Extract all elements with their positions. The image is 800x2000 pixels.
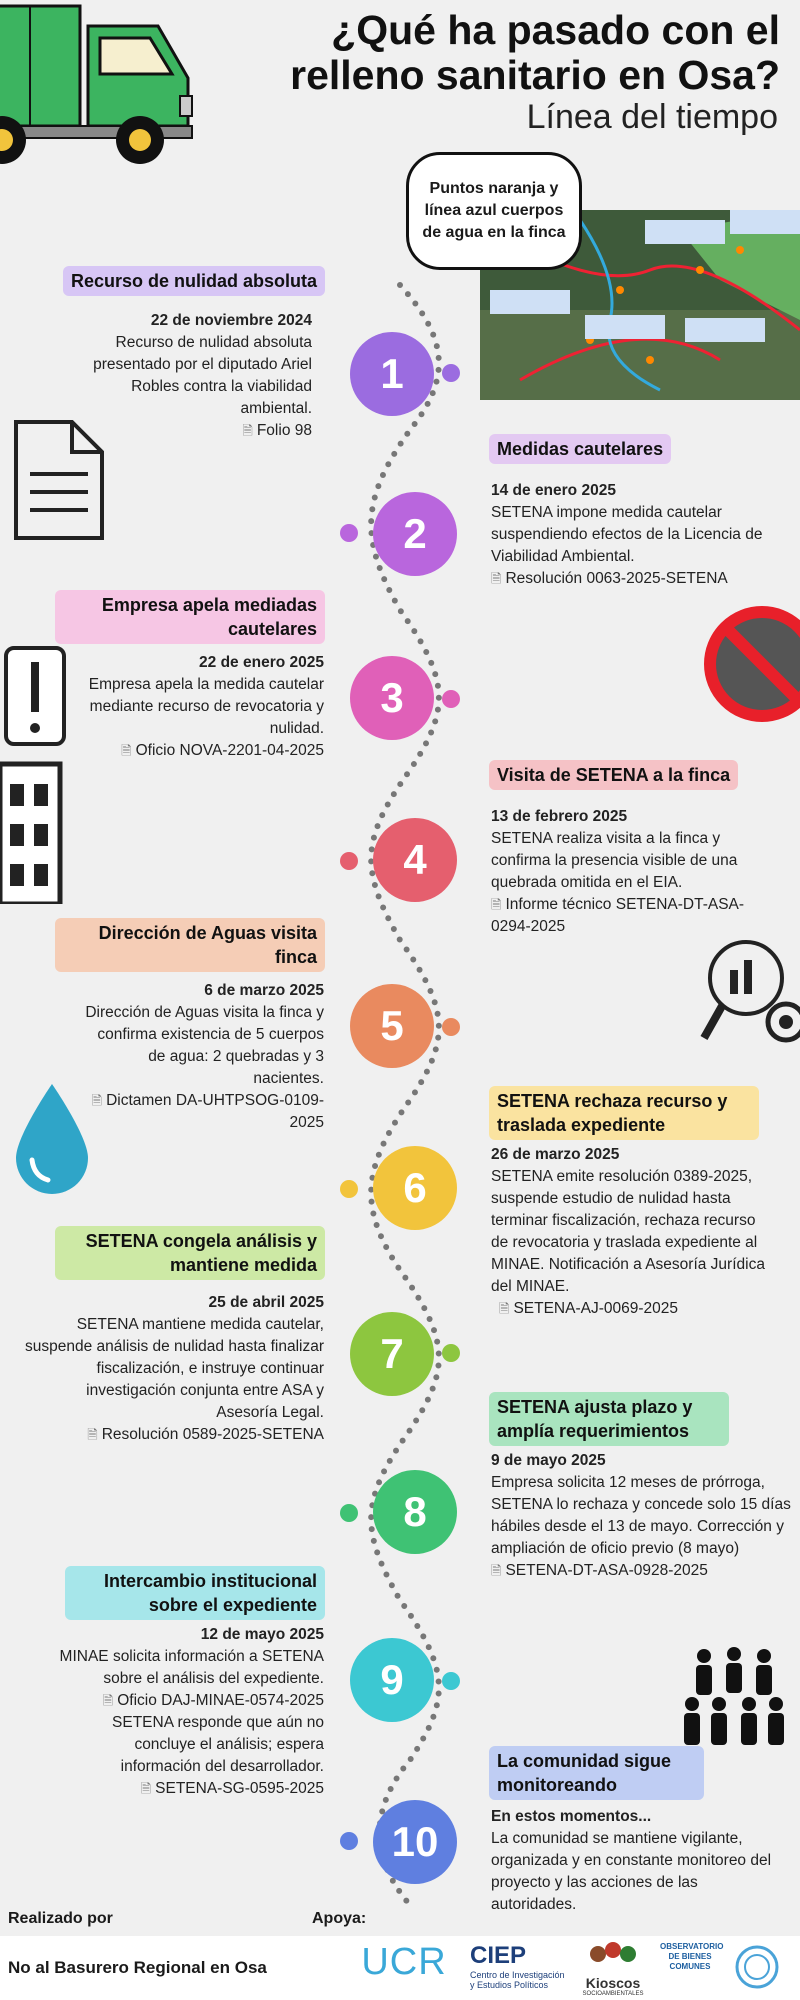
page-subtitle: Línea del tiempo xyxy=(526,98,778,136)
event-9-body xyxy=(54,1624,324,1800)
event-10-text: La comunidad se mantiene vigilante, organizada y en constante monitoreo del proyecto y las acciones de las autoridades. xyxy=(491,1830,772,1913)
event-2-body xyxy=(491,480,786,590)
event-5-date: 6 de marzo 2025 xyxy=(204,982,324,999)
event-8-dot xyxy=(340,1504,358,1522)
event-9-doc: 🗎 Oficio DAJ-MINAE-0574-2025 xyxy=(54,1690,324,1712)
event-5-title: Dirección de Aguas visita finca xyxy=(55,918,325,972)
event-7-dot xyxy=(442,1344,460,1362)
event-1-dot xyxy=(442,364,460,382)
event-5-dot xyxy=(442,1018,460,1036)
event-4-body xyxy=(491,806,761,938)
event-1-doc: 🗎 Folio 98 xyxy=(62,420,312,442)
event-6-date: 26 de marzo 2025 xyxy=(491,1146,620,1163)
event-5-body xyxy=(79,980,324,1134)
event-10-body xyxy=(491,1806,776,1916)
event-10-dot xyxy=(340,1832,358,1850)
event-9-doc-2: 🗎 SETENA-SG-0595-2025 xyxy=(54,1778,324,1800)
ciep-logo-text: CIEP xyxy=(470,1942,527,1969)
event-8-number: 8 xyxy=(373,1470,457,1554)
event-7-body xyxy=(24,1292,324,1446)
event-8-doc: 🗎 SETENA-DT-ASA-0928-2025 xyxy=(491,1560,796,1582)
ciep-logo-caption: Centro de Investigación y Estudios Políticos xyxy=(470,1970,565,1990)
event-2-title: Medidas cautelares xyxy=(489,434,671,464)
event-4-dot xyxy=(340,852,358,870)
event-3-doc: 🗎 Oficio NOVA-2201-04-2025 xyxy=(54,740,324,762)
support-label: Apoya: xyxy=(312,1910,367,1927)
ciep-logo xyxy=(470,1942,570,1990)
event-9-text: MINAE solicita información a SETENA sobre el análisis del expediente. xyxy=(59,1648,324,1687)
event-4-text: SETENA realiza visita a la finca y confirma la presencia visible de una quebrada omitida en el EIA. xyxy=(491,830,738,891)
event-3-number: 3 xyxy=(350,656,434,740)
event-2-number: 2 xyxy=(373,492,457,576)
event-3-body xyxy=(54,652,324,762)
map-callout-bubble: Puntos naranja y línea azul cuerpos de agua en la finca xyxy=(406,152,582,270)
event-7-text: SETENA mantiene medida cautelar, suspende análisis de nulidad hasta finalizar fiscalización, e instruye continuar investigación conjunta entre ASA y Asesoría Legal. xyxy=(24,1316,324,1421)
event-10-number: 10 xyxy=(373,1800,457,1884)
event-3-date: 22 de enero 2025 xyxy=(199,654,324,671)
event-9-text-2: SETENA responde que aún no concluye el análisis; espera información del desarrollador. xyxy=(112,1714,324,1775)
made-by-label: Realizado por xyxy=(8,1910,113,1927)
observatorio-logo: OBSERVATORIO DE BIENES COMUNES xyxy=(660,1942,724,1971)
event-10-date: En estos momentos... xyxy=(491,1808,652,1825)
event-2-text: SETENA impone medida cautelar suspendiendo efectos de la Licencia de Viabilidad Ambiental. xyxy=(491,504,763,565)
event-4-title: Visita de SETENA a la finca xyxy=(489,760,738,790)
event-6-title: SETENA rechaza recurso y traslada expediente xyxy=(489,1086,759,1140)
event-5-doc: 🗎 Dictamen DA-UHTPSOG-0109-2025 xyxy=(79,1090,324,1134)
event-6-body xyxy=(491,1144,771,1320)
event-9-dot xyxy=(442,1672,460,1690)
event-6-doc: 🗎 SETENA-AJ-0069-2025 xyxy=(491,1298,771,1320)
event-5-text: Dirección de Aguas visita la finca y confirma existencia de 5 cuerpos de agua: 2 quebradas y 3 nacientes. xyxy=(85,1004,324,1087)
kioscos-logo-caption: SOCIOAMBIENTALES xyxy=(582,1991,644,1997)
event-10-title: La comunidad sigue monitoreando xyxy=(489,1746,704,1800)
event-3-title: Empresa apela mediadas cautelares xyxy=(55,590,325,644)
organization-name: No al Basurero Regional en Osa xyxy=(8,1958,267,1977)
event-7-date: 25 de abril 2025 xyxy=(208,1294,324,1311)
event-8-text: Empresa solicita 12 meses de prórroga, SETENA lo rechaza y concede solo 15 días hábiles desde el 13 de mayo. Corrección y ampliación de oficio previo (8 mayo) xyxy=(491,1474,791,1557)
event-1-body xyxy=(62,310,312,442)
event-2-doc: 🗎 Resolución 0063-2025-SETENA xyxy=(491,568,786,590)
event-8-date: 9 de mayo 2025 xyxy=(491,1452,606,1469)
event-4-date: 13 de febrero 2025 xyxy=(491,808,628,825)
garbage-truck-icon xyxy=(0,0,200,170)
circular-seal-logo xyxy=(734,1944,780,1990)
kioscos-logo xyxy=(578,1940,648,1997)
event-2-date: 14 de enero 2025 xyxy=(491,482,616,499)
community-people-icon xyxy=(684,1646,784,1750)
event-3-text: Empresa apela la medida cautelar mediante recurso de revocatoria y nulidad. xyxy=(88,676,324,737)
event-9-number: 9 xyxy=(350,1638,434,1722)
event-9-title: Intercambio institucional sobre el expediente xyxy=(65,1566,325,1620)
event-4-doc: 🗎 Informe técnico SETENA-DT-ASA-0294-2025 xyxy=(491,894,761,938)
event-6-text: SETENA emite resolución 0389-2025, suspende estudio de nulidad hasta terminar fiscalización, rechaza recurso de revocatoria y traslada expediente al MINAE. Notificación a Asesoría Jurídica del MINAE. xyxy=(491,1168,765,1295)
event-1-text: Recurso de nulidad absoluta presentado por el diputado Ariel Robles contra la viabilidad ambiental. xyxy=(93,334,312,417)
event-1-date: 22 de noviembre 2024 xyxy=(150,312,312,329)
event-3-dot xyxy=(442,690,460,708)
event-7-title: SETENA congela análisis y mantiene medida xyxy=(55,1226,325,1280)
kioscos-logo-mark xyxy=(583,1940,643,1970)
event-7-number: 7 xyxy=(350,1312,434,1396)
event-6-dot xyxy=(340,1180,358,1198)
ucr-logo: UCR xyxy=(361,1940,447,1983)
analysis-gears-icon xyxy=(700,930,800,1060)
page-title: ¿Qué ha pasado con el relleno sanitario en Osa? xyxy=(290,7,780,98)
event-8-body xyxy=(491,1450,796,1582)
event-5-number: 5 xyxy=(350,984,434,1068)
event-8-title: SETENA ajusta plazo y amplía requerimientos xyxy=(489,1392,729,1446)
event-4-number: 4 xyxy=(373,818,457,902)
kioscos-logo-text: Kioscos xyxy=(585,1975,641,1991)
event-9-date: 12 de mayo 2025 xyxy=(200,1626,324,1643)
event-6-number: 6 xyxy=(373,1146,457,1230)
no-trash-icon xyxy=(702,604,800,734)
event-7-doc: 🗎 Resolución 0589-2025-SETENA xyxy=(24,1424,324,1446)
event-1-number: 1 xyxy=(350,332,434,416)
event-1-title: Recurso de nulidad absoluta xyxy=(63,266,325,296)
event-2-dot xyxy=(340,524,358,542)
